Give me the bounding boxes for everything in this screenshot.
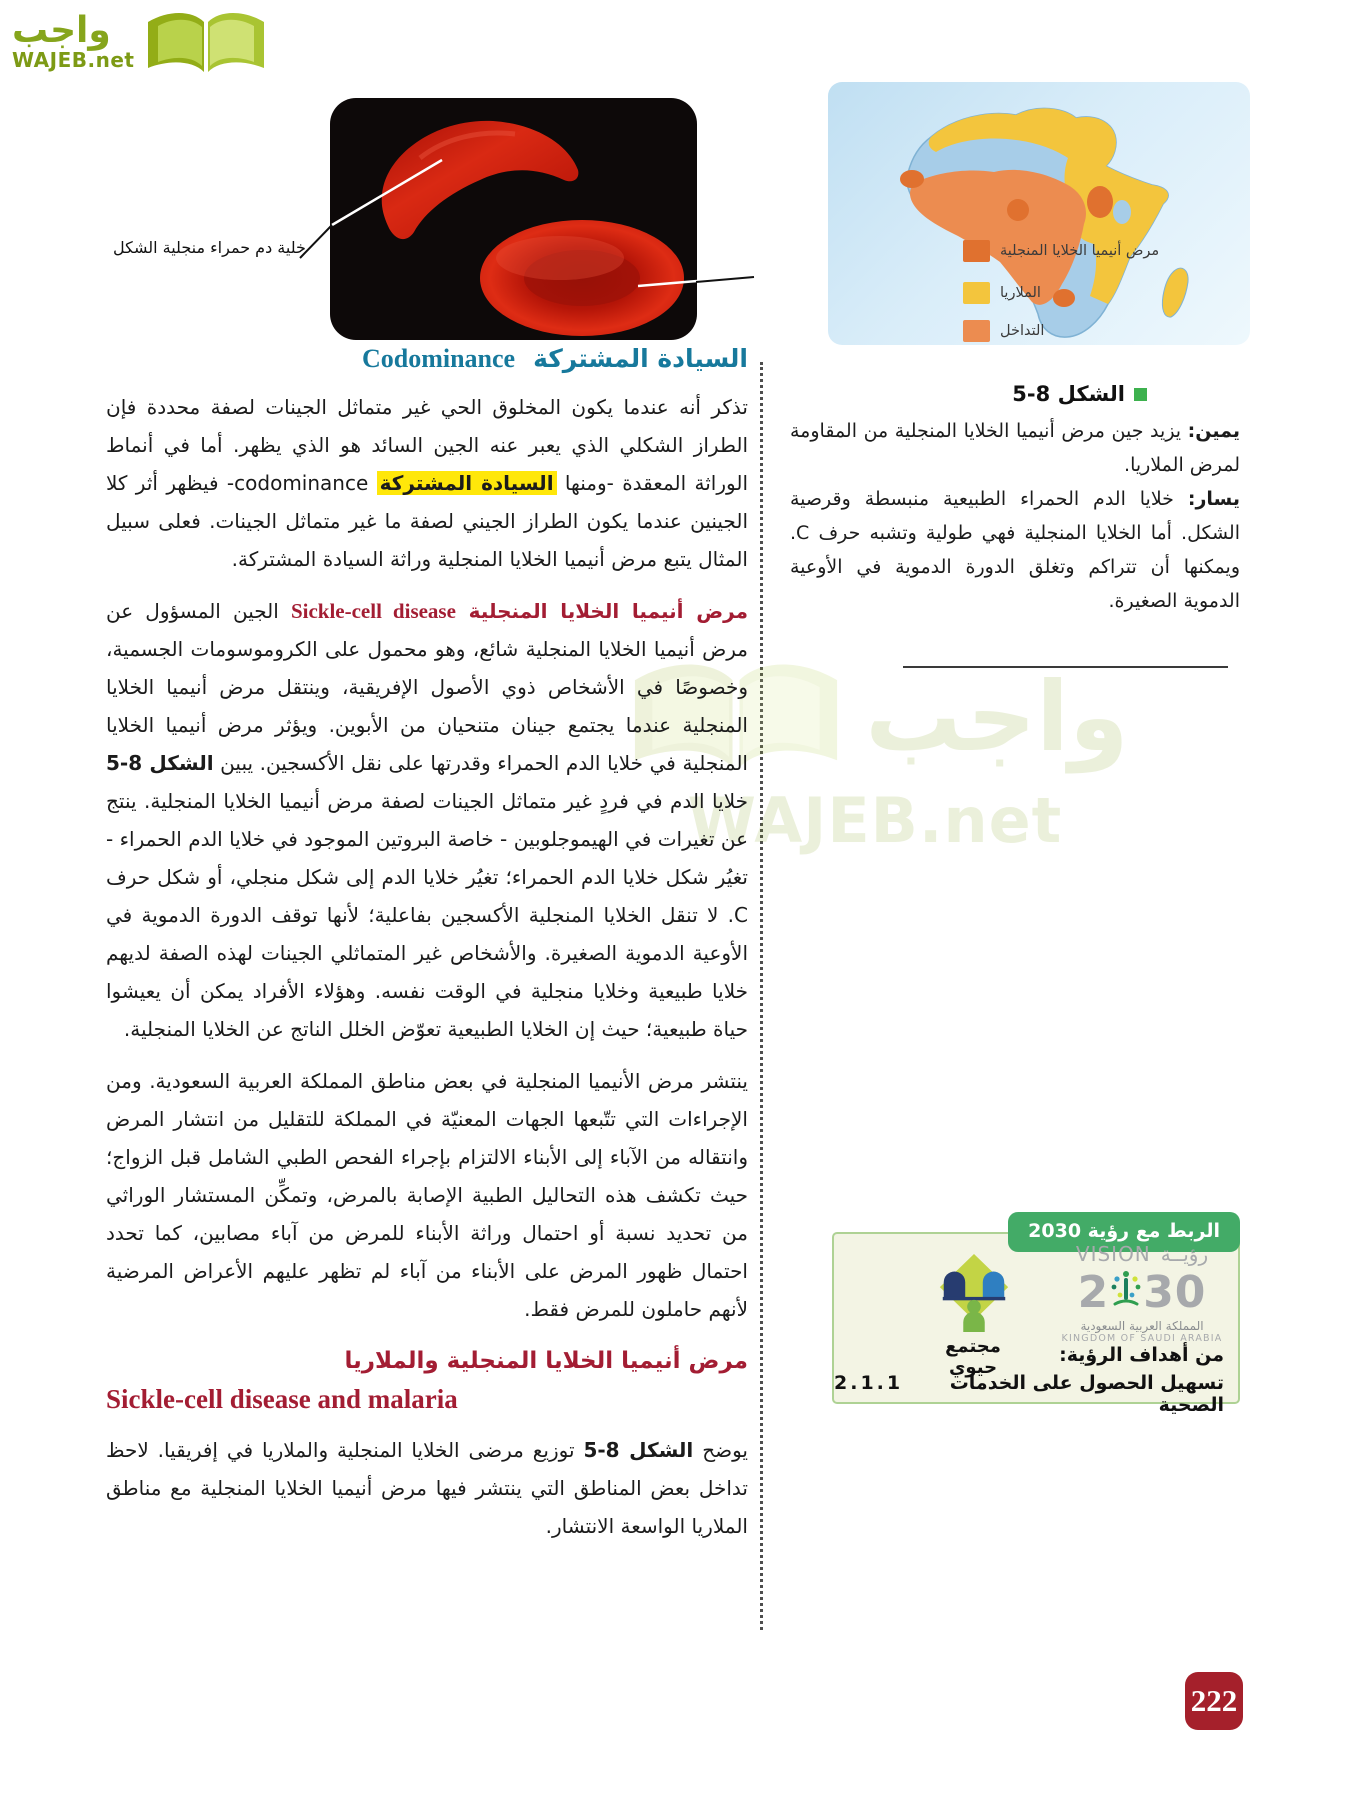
p1-text-before: تذكر أنه عندما يكون المخلوق الحي غير متماثل الجينات لصفة محددة فإن الطراز الشكلي الذي يعبر عنه الجين السائد هو الذي يظهر. أما في أنماط الوراثة المعقدة -ومنها [106,395,748,495]
figure-caption-title-row [790,382,1147,406]
malaria-heading-arabic: مرض أنيميا الخلايا المنجلية والملاريا [344,1348,748,1374]
legend-row-sickle [963,240,1159,262]
sickle-cell-shape [382,121,579,239]
sickle-cell-photo [330,98,697,340]
wajeb-logo [12,6,272,82]
legend-swatch-malaria [963,282,990,304]
legend-label-overlap: التداخل [1000,323,1045,339]
caption-left-text: خلايا الدم الحمراء الطبيعية منبسطة وقرصية الشكل. أما الخلايا المنجلية فهي طولية وتشبه حرف C. ويمكنها أن تتراكم وتغلق الدورة الدموية في الأوعية الدموية الصغيرة. [790,488,1240,612]
vision-logo-arabic: رؤيــة [1160,1242,1209,1266]
malaria-p-after: توزيع مرضى الخلايا المنجلية والملاريا في إفريقيا. لاحظ تداخل بعض المناطق التي ينتشر فيها مرض أنيميا الخلايا المنجلية مع مناطق الملاريا الواسعة الانتشار. [106,1438,748,1538]
codominance-heading-arabic: السيادة المشتركة [533,344,748,373]
map-legend [828,82,1250,345]
p1-text-after: codominance- فيظهر أثر كلا الجينين عندما يكون الطراز الجيني لصفة ما غير متماثل الجينات. فعلى سبيل المثال يتبع مرض أنيميا الخلايا المنجلية وراثة السيادة المشتركة. [106,471,748,571]
figure-caption [790,382,1240,618]
vision-logo-english: VISION [1075,1242,1151,1266]
legend-row-malaria [963,282,1041,304]
legend-row-overlap [963,320,1044,342]
vision-2030-logo [1052,1242,1232,1344]
wajeb-logo-text [12,10,135,72]
caption-divider-rule [903,666,1228,668]
sickle-cell-label: خلية دم حمراء منجلية الشكل [113,238,306,257]
figure-caption-title: الشكل 8-5 [1012,382,1125,406]
codominance-paragraph [106,388,748,578]
caption-right-text: يزيد جين مرض أنيميا الخلايا المنجلية من المقاومة لمرض الملاريا. [790,420,1240,476]
legend-label-malaria: الملاريا [1000,285,1041,301]
malaria-heading-english: Sickle-cell disease and malaria [106,1384,458,1414]
right-pointer-line [694,270,756,289]
malaria-p-before: يوضح [693,1438,748,1462]
sickle-runin-heading-arabic: مرض أنيميا الخلايا المنجلية [455,599,748,623]
malaria-paragraph [106,1431,748,1545]
figure-reference-bold: الشكل 8-5 [106,751,214,775]
legend-swatch-overlap [963,320,990,342]
vision-2030-box [832,1220,1240,1416]
green-square-bullet-icon [1134,388,1147,401]
ksa-name-english: KINGDOM OF SAUDI ARABIA [1061,1333,1223,1344]
watermark-arabic: واجب [865,661,1129,773]
vision-logo-wordmark [1052,1242,1232,1266]
saudi-emblem-icon [1109,1266,1143,1319]
highlighted-term: السيادة المشتركة [377,471,557,495]
ksa-name-arabic: المملكة العربية السعودية [1080,1319,1204,1333]
watermark-english: WAJEB.net [687,784,1063,857]
vision-goal-text: تسهيل الحصول على الخدمات الصحية [949,1372,1224,1416]
sickle-body-b: خلايا الدم في فردٍ غير متماثل الجينات لصفة مرض أنيميا الخلايا المنجلية. ينتج عن تغيرات في الهيموجلوبين - خاصة البروتين الموجود في خلايا الدم الحمراء - تغيُر شكل خلايا الدم الحمراء؛ تغيُر خلايا الدم إلى شكل منجلي، أو شكل حرف C. لا تنقل الخلايا المنجلية الأكسجين بفاعلية؛ لأنها توقف الدورة الدموية في الأوعية الدموية الصغيرة. والأشخاص غير المتماثلي الجينات لهذه الصفة لديهم خلايا طبيعية وخلايا منجلية في الوقت نفسه. وهؤلاء الأفراد يمكن أن يعيشوا حياة طبيعية؛ حيث إن الخلايا الطبيعية تعوّض الخلل الناتج عن الخلايا المنجلية. [106,789,748,1041]
blood-cells-illustration [330,98,697,340]
africa-distribution-map [828,82,1250,345]
column-separator-dotted-line [760,362,763,1630]
vision-goals-title: من أهداف الرؤية: [1059,1344,1224,1366]
vision-goal-item [834,1372,1224,1416]
caption-right-label: يمين: [1187,420,1240,442]
wajeb-logo-english: WAJEB.net [12,48,135,72]
vibrant-society-icon [930,1252,1018,1338]
wajeb-logo-arabic: واجب [12,10,111,51]
main-text-column [106,344,748,1559]
open-book-icon [140,6,272,82]
year-digits-30: 30 [1143,1266,1207,1318]
vision-logo-year [1052,1266,1232,1319]
codominance-heading [106,344,748,374]
codominance-heading-english: Codominance [361,344,516,373]
vibrant-society-label: مجتمع حيوي [945,1336,1001,1378]
year-digit-2: 2 [1077,1266,1110,1318]
malaria-figure-reference: الشكل 8-5 [583,1438,694,1462]
legend-label-sickle: مرض أنيميا الخلايا المنجلية [1000,243,1160,259]
sickle-runin-heading-english: Sickle-cell disease [290,599,456,623]
vision-goal-number: 2.1.1 [834,1372,904,1394]
sickle-cell-paragraph [106,592,748,1048]
vision-2030-tab: الربط مع رؤية 2030 [1008,1212,1240,1252]
page-number-badge: 222 [1185,1672,1243,1730]
sickle-body-a: الجين المسؤول عن مرض أنيميا الخلايا المنجلية شائع، وهو محمول على الكروموسومات الجسمية، وخصوصًا في الأشخاص ذوي الأصول الإفريقية، وينتقل مرض أنيميا الخلايا المنجلية عندما يجتمع جينان متنحيان من الأبوين. ويؤثر مرض أنيميا الخلايا المنجلية في خلايا الدم الحمراء وقدرتها على نقل الأكسجين. يبين [106,599,748,775]
legend-swatch-sickle [963,240,990,262]
saudi-measures-paragraph: ينتشر مرض الأنيميا المنجلية في بعض مناطق المملكة العربية السعودية. ومن الإجراءات التي تتّبعها الجهات المعنيّة في المملكة للتقليل من انتشار المرض وانتقاله من الآباء إلى الأبناء الالتزام بإجراء الفحص الطبي الشامل قبل الزواج؛ حيث تكشف هذه التحاليل الطبية الإصابة بالمرض، وتمكِّن المستشار الوراثي من تحديد نسبة أو احتمال وراثة الأبناء للمرض من آباء مصابين، كما تحدد احتمال ظهور المرض على الأبناء من آباء لم تظهر عليهم الأعراض المرضية لأنهم حاملون للمرض فقط. [106,1069,748,1321]
figure-caption-body [790,414,1240,618]
caption-left-label: يسار: [1187,488,1240,510]
